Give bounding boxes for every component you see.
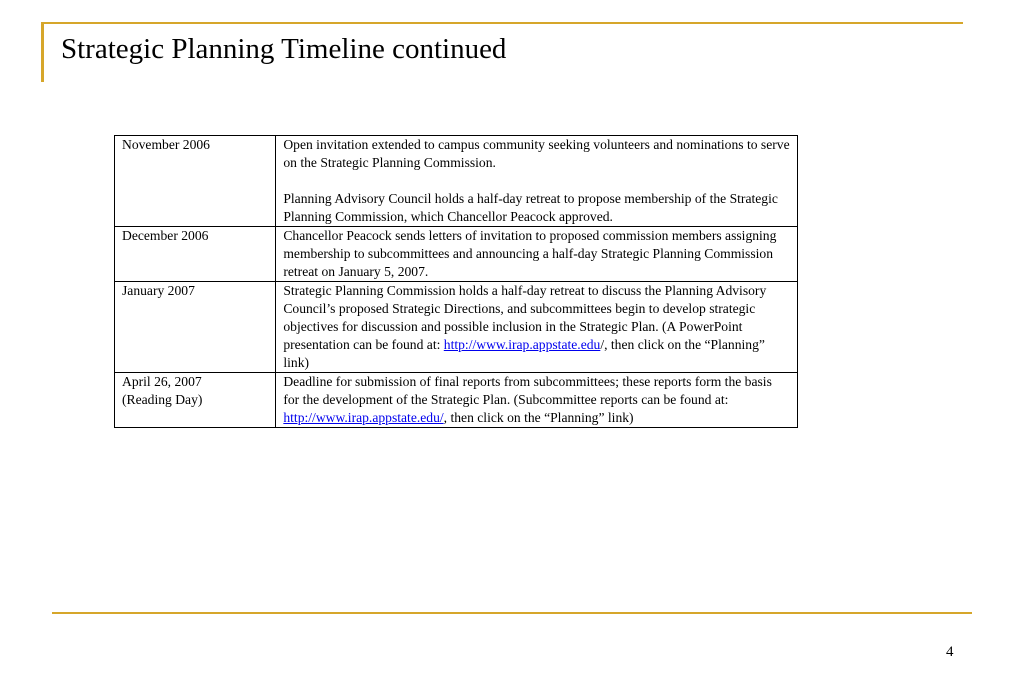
irap-link[interactable]: http://www.irap.appstate.edu/ — [283, 410, 444, 425]
description-text-after-link: /, then click on the “Planning” link) — [283, 337, 765, 370]
date-cell — [115, 227, 276, 282]
description-cell — [276, 136, 798, 227]
date-text: January 2007 — [122, 283, 195, 298]
date-cell — [115, 373, 276, 428]
table-row — [115, 282, 798, 373]
date-text: November 2006 — [122, 137, 210, 152]
left-accent-bar — [41, 22, 44, 82]
table-row — [115, 373, 798, 428]
irap-link[interactable]: http://www.irap.appstate.edu — [443, 337, 601, 352]
description-cell — [276, 282, 798, 373]
top-accent-line — [41, 22, 963, 24]
description-cell — [276, 373, 798, 428]
date-cell — [115, 282, 276, 373]
date-text: December 2006 — [122, 228, 209, 243]
page-number: 4 — [946, 644, 954, 660]
description-text: Deadline for submission of final reports from subcommittees; these reports form the basis for the development of the Strategic Plan. (Subcommittee reports can be found at: — [283, 374, 772, 407]
date-note: (Reading Day) — [122, 392, 203, 407]
description-cell — [276, 227, 798, 282]
bottom-accent-line — [52, 612, 972, 614]
date-text: April 26, 2007 — [122, 374, 202, 389]
description-paragraph: Planning Advisory Council holds a half-day retreat to propose membership of the Strategic Planning Commission, which Chancellor Peacock approved. — [283, 191, 778, 224]
description-text: Chancellor Peacock sends letters of invitation to proposed commission members assigning membership to subcommittees and announcing a half-day Strategic Planning Commission retreat on January 5, 2007. — [283, 228, 777, 279]
slide-title: Strategic Planning Timeline continued — [61, 33, 507, 65]
description-paragraph: Open invitation extended to campus community seeking volunteers and nominations to serve on the Strategic Planning Commission. — [283, 137, 790, 170]
description-text: Strategic Planning Commission holds a half-day retreat to discuss the Planning Advisory Council’s proposed Strategic Directions, and subcommittees begin to develop strategic objectives for discussion and possible inclusion in the Strategic Plan. (A PowerPoint presentation can be found at: — [283, 283, 767, 352]
table-row — [115, 227, 798, 282]
timeline-table — [114, 135, 798, 428]
table-row — [115, 136, 798, 227]
date-cell — [115, 136, 276, 227]
description-text-after-link: , then click on the “Planning” link) — [443, 410, 634, 425]
